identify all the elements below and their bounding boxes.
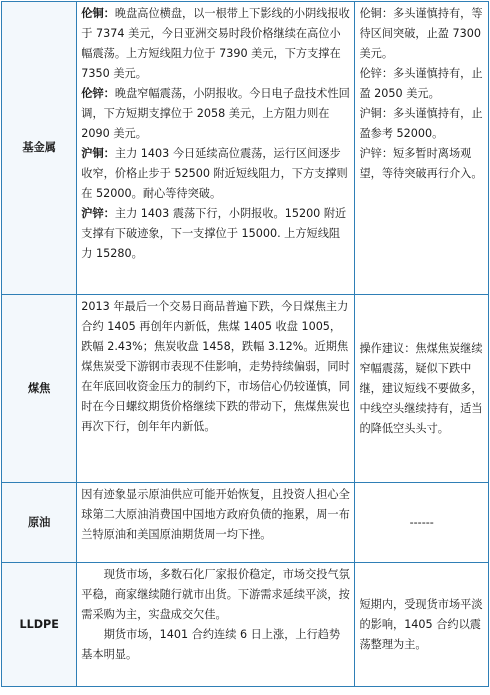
futures-market-paragraph: 期货市场，1401 合约连续 6 日上涨，上行趋势基本明显。	[81, 628, 341, 661]
entry-text: 晚盘高位横盘，以一根带上下影线的小阴线报收于 7374 美元，今日亚洲交易时段价格继续在高位小幅震荡。上方短线阻力位于 7390 美元，下方支撑在 7350 美元。	[81, 7, 350, 80]
entry-text: 多头谨慎持有，止盈参考 52000。	[359, 107, 483, 140]
entry-text: 短多暂时离场观望，等待突破再行介入。	[359, 147, 483, 180]
entry-label: 沪锌：	[81, 207, 115, 220]
market-report-table	[1, 1, 489, 687]
entry-label: 伦铜：	[81, 7, 115, 20]
entry-label: 伦锌：	[359, 67, 394, 80]
advice-cell: 短期内，受现货市场平淡的影响，1405 合约以震荡整理为主。	[355, 563, 489, 687]
table-row	[2, 563, 489, 687]
category-cell-crude-oil: 原油	[2, 483, 77, 563]
analysis-entry	[81, 84, 350, 144]
analysis-entry	[81, 204, 350, 264]
analysis-entry	[81, 4, 350, 84]
advice-entry	[359, 4, 484, 64]
entry-text: 晚盘窄幅震荡，小阴报收。今日电子盘技术性回调，下方短期支撑位于 2058 美元，上方阻力则在 2090 美元。	[81, 87, 350, 140]
advice-entry	[359, 104, 484, 144]
category-cell-coal-coke: 煤焦	[2, 295, 77, 483]
entry-label: 伦铜：	[359, 7, 394, 20]
entry-label: 伦锌：	[81, 87, 115, 100]
entry-text: 主力 1403 震荡下行，小阴报收。15200 附近支撑有下破迹象，下一支撑位于 15000. 上方短线阻力 15280。	[81, 207, 347, 260]
analysis-cell	[77, 2, 355, 295]
table-row	[2, 2, 489, 295]
entry-text: 主力 1403 今日延续高位震荡，运行区间逐步收窄，价格止步于 52500 附近短线阻力，下方支撑则在 52000。耐心等待突破。	[81, 147, 348, 200]
analysis-entry	[81, 144, 350, 204]
analysis-cell	[77, 563, 355, 687]
advice-entry	[359, 144, 484, 184]
analysis-cell: 因有迹象显示原油供应可能开始恢复，且投资人担心全球第二大原油消费国中国地方政府负债的拖累，周一布兰特原油和美国原油期货周一均下挫。	[77, 483, 355, 563]
category-cell-base-metals: 基金属	[2, 2, 77, 295]
entry-label: 沪铜：	[81, 147, 115, 160]
entry-text: 多头谨慎持有，止盈 2050 美元。	[359, 67, 483, 100]
category-cell-lldpe: LLDPE	[2, 563, 77, 687]
advice-cell: 操作建议：焦煤焦炭继续窄幅震荡，疑似下跌中继，建议短线不要做多，中线空头继续持有，适当的降低空头头寸。	[355, 295, 489, 483]
analysis-cell: 2013 年最后一个交易日商品普遍下跌，今日煤焦主力合约 1405 再创年内新低，焦煤 1405 收盘 1005，跌幅 2.43%；焦炭收盘 1458，跌幅 3.12%。近期焦煤焦炭受下游钢市表现不佳影响，走势持续偏弱，同时在年底回收资金压力的制约下，市场信心仍较谨慎，同时在今日螺纹期货价格继续下跌的带动下，焦煤焦炭也再次下行，创年年内新低。	[77, 295, 355, 483]
entry-label: 沪锌：	[359, 147, 394, 160]
table-row	[2, 295, 489, 483]
advice-cell: ------	[355, 483, 489, 563]
advice-cell	[355, 2, 489, 295]
spot-market-paragraph: 现货市场，多数石化厂家报价稳定，市场交投气氛平稳，商家继续随行就市出货。下游需求延续平淡，按需采购为主，实盘成交欠佳。	[81, 568, 350, 621]
entry-label: 沪铜：	[359, 107, 394, 120]
table-row	[2, 483, 489, 563]
entry-text: 多头谨慎持有，等待区间突破，止盈 7300 美元。	[359, 7, 483, 60]
advice-entry	[359, 64, 484, 104]
